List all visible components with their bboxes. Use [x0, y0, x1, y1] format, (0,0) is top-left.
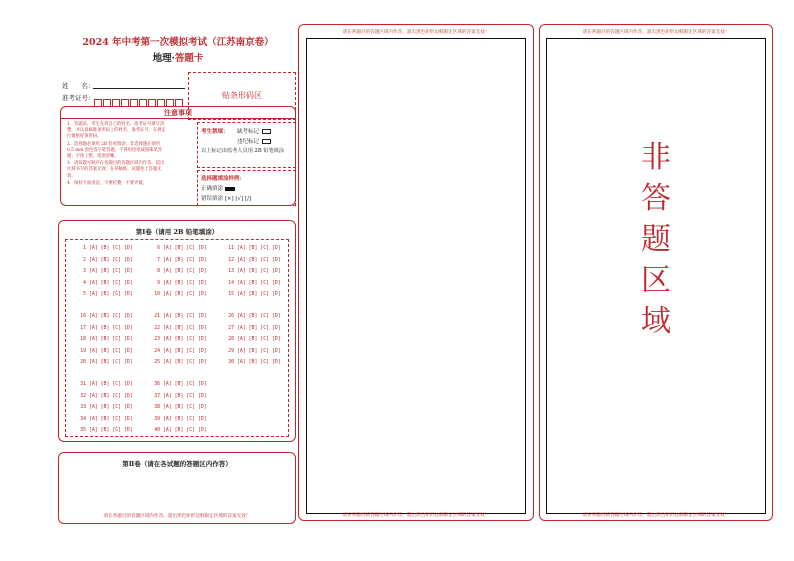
option-bubble[interactable]: [B] — [100, 337, 110, 342]
option-bubble[interactable]: [C] — [112, 348, 122, 354]
mcq-question-38 — [148, 405, 210, 410]
option-bubble[interactable]: [B] — [174, 405, 184, 410]
question-number: 15 — [228, 292, 234, 297]
option-bubble[interactable]: [A] — [89, 405, 98, 410]
option-bubble[interactable]: [B] — [248, 314, 258, 319]
option-bubble[interactable]: [B] — [100, 292, 110, 297]
non-answer-char: 区 — [641, 263, 671, 298]
name-label: 姓 名： — [62, 82, 95, 90]
option-bubble[interactable]: [D] — [272, 325, 281, 331]
barcode-label: 贴条形码区 — [222, 91, 262, 100]
question-number: 37 — [154, 393, 160, 399]
title-dot: · — [171, 53, 175, 64]
option-bubble[interactable]: [A] — [163, 246, 172, 251]
correct-fill — [201, 184, 235, 192]
question-number: 14 — [228, 280, 234, 286]
fill-sample-box — [197, 170, 296, 206]
option-bubble[interactable]: [B] — [100, 382, 110, 387]
option-bubble[interactable]: [C] — [112, 416, 122, 422]
option-bubble[interactable]: [D] — [272, 246, 281, 251]
option-bubble[interactable]: [C] — [186, 337, 196, 342]
option-bubble[interactable]: [C] — [260, 292, 270, 297]
option-bubble[interactable]: [A] — [163, 428, 172, 433]
part2-box — [58, 452, 296, 524]
option-bubble[interactable]: [D] — [198, 257, 207, 263]
option-bubble[interactable]: [A] — [163, 405, 172, 410]
option-bubble[interactable]: [C] — [260, 246, 270, 251]
mcq-question-33 — [74, 405, 136, 410]
option-bubble[interactable]: [B] — [248, 325, 258, 331]
part1-title: 第Ⅰ卷（请用 2B 铅笔填涂） — [135, 228, 219, 236]
non-answer-zone-label — [547, 140, 765, 339]
option-bubble[interactable]: [D] — [198, 416, 207, 422]
question-number: 13 — [228, 269, 234, 274]
option-bubble[interactable]: [A] — [163, 416, 172, 422]
mcq-question-39 — [148, 417, 210, 422]
option-bubble[interactable]: [A] — [237, 292, 246, 297]
question-number: 33 — [80, 405, 86, 410]
option-bubble[interactable]: [B] — [174, 314, 184, 319]
option-bubble[interactable]: [A] — [163, 360, 172, 365]
option-bubble[interactable]: [B] — [174, 428, 184, 433]
option-bubble[interactable]: [B] — [100, 325, 110, 331]
option-bubble[interactable]: [A] — [237, 360, 246, 365]
question-number: 35 — [80, 428, 86, 433]
question-number: 11 — [228, 246, 234, 251]
mcq-question-1 — [74, 246, 136, 251]
option-bubble[interactable]: [A] — [89, 428, 98, 433]
mcq-question-16 — [74, 314, 136, 319]
right-answer-frame — [546, 38, 766, 514]
option-bubble[interactable]: [A] — [163, 257, 172, 263]
notice-item: 2．选择题必须用 2B 铅笔填涂；非选择题必须用 0.5 mm 黑色签字笔答题，不得用铅笔或圆珠笔答题；字体工整、笔迹清晰。 — [67, 141, 163, 160]
option-bubble[interactable]: [D] — [272, 348, 281, 354]
mcq-question-32 — [74, 394, 136, 399]
mcq-question-34 — [74, 417, 136, 422]
option-bubble[interactable]: [D] — [198, 292, 207, 297]
option-bubble[interactable]: [B] — [248, 360, 258, 365]
mcq-question-28 — [222, 337, 284, 342]
mcq-question-20 — [74, 360, 136, 365]
option-bubble[interactable]: [A] — [163, 337, 172, 342]
question-number: 19 — [80, 348, 86, 354]
option-bubble[interactable]: [C] — [260, 360, 270, 365]
option-bubble[interactable]: [D] — [272, 257, 281, 263]
notice-title: 注意事项 — [60, 106, 296, 119]
mcq-question-22 — [148, 326, 210, 331]
absent-mark — [237, 127, 271, 135]
option-bubble[interactable]: [B] — [100, 428, 110, 433]
option-bubble[interactable]: [D] — [124, 393, 133, 399]
option-bubble[interactable]: [B] — [248, 269, 258, 274]
option-bubble[interactable]: [B] — [174, 257, 184, 263]
option-bubble[interactable]: [C] — [186, 416, 196, 422]
mcq-question-7 — [148, 258, 210, 263]
option-bubble[interactable]: [B] — [174, 269, 184, 274]
option-bubble[interactable]: [B] — [174, 337, 184, 342]
option-bubble[interactable]: [C] — [260, 325, 270, 331]
mcq-question-40 — [148, 428, 210, 433]
question-number: 21 — [154, 314, 160, 319]
question-number: 38 — [154, 405, 160, 410]
option-bubble[interactable]: [D] — [198, 393, 207, 399]
question-number: 26 — [228, 314, 234, 319]
option-bubble[interactable]: [D] — [124, 405, 133, 410]
question-number: 10 — [154, 292, 160, 297]
exam-title: 2024 年中考第一次模拟考试（江苏南京卷） — [82, 37, 274, 48]
option-bubble[interactable]: [C] — [186, 428, 196, 433]
option-bubble[interactable]: [B] — [174, 393, 184, 399]
question-number: 4 — [83, 280, 86, 286]
option-bubble[interactable]: [A] — [89, 325, 98, 331]
option-bubble[interactable]: [D] — [198, 269, 207, 274]
option-bubble[interactable]: [B] — [100, 393, 110, 399]
option-bubble[interactable]: [D] — [124, 280, 133, 286]
option-bubble[interactable]: [C] — [112, 325, 122, 331]
answer-area-middle[interactable] — [298, 24, 534, 521]
option-bubble[interactable]: [D] — [272, 337, 281, 342]
option-bubble[interactable]: [C] — [260, 348, 270, 354]
option-bubble[interactable]: [B] — [100, 280, 110, 286]
mcq-question-14 — [222, 281, 284, 286]
option-bubble[interactable]: [C] — [112, 393, 122, 399]
exam-status-box — [197, 122, 296, 168]
right-warning-top: 请在各题目的答题区域内作答，超出黑色矩形边框限定区域的答案无效！ — [582, 30, 730, 35]
mcq-question-30 — [222, 360, 284, 365]
mcq-question-24 — [148, 349, 210, 354]
option-bubble[interactable]: [A] — [237, 325, 246, 331]
option-bubble[interactable]: [D] — [198, 337, 207, 342]
wrong-fill — [201, 194, 251, 202]
exam-status-note: 以上标记由监考人员用 2B 铅笔填涂 — [201, 148, 285, 154]
option-bubble[interactable]: [C] — [260, 269, 270, 274]
option-bubble[interactable]: [C] — [112, 246, 122, 251]
question-number: 16 — [80, 314, 86, 319]
mcq-question-25 — [148, 360, 210, 365]
card-label: 答题卡 — [174, 53, 204, 64]
question-number: 8 — [157, 269, 160, 274]
option-bubble[interactable]: [C] — [186, 382, 196, 387]
option-bubble[interactable]: [A] — [237, 257, 246, 263]
subject-title — [58, 50, 298, 64]
exam-status-label: 考生禁填： — [201, 129, 229, 135]
option-bubble[interactable]: [B] — [248, 246, 258, 251]
option-bubble[interactable]: [C] — [112, 292, 122, 297]
answer-area-right — [539, 24, 773, 521]
option-bubble[interactable]: [A] — [163, 269, 172, 274]
option-bubble[interactable]: [A] — [237, 269, 246, 274]
option-bubble[interactable]: [C] — [112, 405, 122, 410]
option-bubble[interactable]: [B] — [100, 416, 110, 422]
middle-warning-bottom: 请在各题目的答题区域内作答，超出黑色矩形边框限定区域的答案无效！ — [342, 513, 490, 518]
violation-checkbox[interactable] — [262, 139, 271, 144]
option-bubble[interactable]: [B] — [100, 269, 110, 274]
option-bubble[interactable]: [D] — [124, 382, 133, 387]
part1-box — [58, 220, 296, 442]
absent-checkbox[interactable] — [262, 129, 271, 134]
mcq-question-21 — [148, 314, 210, 319]
option-bubble[interactable]: [B] — [100, 405, 110, 410]
question-number: 12 — [228, 257, 234, 263]
option-bubble[interactable]: [A] — [163, 280, 172, 286]
question-number: 32 — [80, 393, 86, 399]
option-bubble[interactable]: [D] — [124, 257, 133, 263]
option-bubble[interactable]: [D] — [272, 292, 281, 297]
question-number: 24 — [154, 348, 160, 354]
question-number: 29 — [228, 348, 234, 354]
option-bubble[interactable]: [D] — [124, 325, 133, 331]
question-number: 7 — [157, 257, 160, 263]
right-warning-bottom: 请在各题目的答题区域内作答，超出黑色矩形边框限定区域的答案无效！ — [582, 513, 730, 518]
option-bubble[interactable]: [C] — [260, 257, 270, 263]
notice-item: 1．答题前，考生先将自己的姓名、准考证号填写清楚，并认真核准条形码上的姓名、准考证号，在规定位置贴好条形码。 — [67, 122, 166, 140]
option-bubble[interactable]: [D] — [124, 246, 133, 251]
option-bubble[interactable]: [B] — [248, 280, 258, 286]
mcq-question-6 — [148, 246, 210, 251]
mcq-question-5 — [74, 292, 136, 297]
option-bubble[interactable]: [B] — [100, 360, 110, 365]
question-number: 27 — [228, 325, 234, 331]
option-bubble[interactable]: [C] — [186, 280, 196, 286]
option-bubble[interactable]: [B] — [174, 382, 184, 387]
question-number: 40 — [154, 428, 160, 433]
question-number: 30 — [228, 360, 234, 365]
question-number: 22 — [154, 325, 160, 331]
option-bubble[interactable]: [D] — [124, 314, 133, 319]
question-number: 36 — [154, 382, 160, 387]
notice-list — [67, 122, 167, 188]
question-number: 2 — [83, 257, 86, 263]
option-bubble[interactable]: [A] — [163, 348, 172, 354]
part2-warning: 请在各题目的答题区域内作答，超出黑色矩形边框限定区域的答案无效！ — [103, 514, 251, 519]
mcq-question-3 — [74, 269, 136, 274]
mcq-question-18 — [74, 337, 136, 342]
option-bubble[interactable]: [D] — [272, 280, 281, 286]
option-bubble[interactable]: [B] — [174, 292, 184, 297]
option-bubble[interactable]: [B] — [174, 416, 184, 422]
option-bubble[interactable]: [C] — [186, 314, 196, 319]
option-bubble[interactable]: [B] — [100, 314, 110, 319]
option-bubble[interactable]: [A] — [237, 314, 246, 319]
option-bubble[interactable]: [C] — [186, 257, 196, 263]
option-bubble[interactable]: [A] — [163, 325, 172, 331]
mcq-question-8 — [148, 269, 210, 274]
option-bubble[interactable]: [A] — [163, 292, 172, 297]
mcq-question-10 — [148, 292, 210, 297]
option-bubble[interactable]: [A] — [89, 360, 98, 365]
mcq-question-4 — [74, 281, 136, 286]
mcq-question-19 — [74, 349, 136, 354]
mcq-question-37 — [148, 394, 210, 399]
fill-sample-title: 选择题填涂样例： — [201, 176, 246, 182]
option-bubble[interactable]: [B] — [174, 325, 184, 331]
mcq-question-36 — [148, 382, 210, 387]
violation-mark — [237, 137, 271, 145]
option-bubble[interactable]: [D] — [198, 314, 207, 319]
non-answer-char: 题 — [641, 222, 671, 257]
non-answer-char: 答 — [641, 181, 671, 216]
filled-mark-icon — [225, 187, 235, 191]
notice-item: 4．保持卡面清洁，不要折叠、不要弄破。 — [67, 180, 148, 186]
middle-warning-top: 请在各题目的答题区域内作答，超出黑色矩形边框限定区域的答案无效！ — [342, 30, 490, 35]
option-bubble[interactable]: [D] — [124, 337, 133, 342]
option-bubble[interactable]: [A] — [89, 393, 98, 399]
option-bubble[interactable]: [D] — [124, 428, 133, 433]
mcq-grid — [65, 239, 289, 437]
option-bubble[interactable]: [D] — [198, 325, 207, 331]
option-bubble[interactable]: [A] — [89, 348, 98, 354]
option-bubble[interactable]: [A] — [89, 382, 98, 387]
option-bubble[interactable]: [C] — [186, 348, 196, 354]
notice-item: 3．请按题号顺序在各题目的答题区域内作答，超出区域书写的答案无效；在草稿纸、试题卷上答题无效。 — [67, 161, 165, 179]
option-bubble[interactable]: [C] — [112, 428, 122, 433]
option-bubble[interactable]: [D] — [272, 360, 281, 365]
option-bubble[interactable]: [C] — [112, 257, 122, 263]
option-bubble[interactable]: [D] — [198, 280, 207, 286]
option-bubble[interactable]: [C] — [112, 314, 122, 319]
option-bubble[interactable]: [D] — [198, 405, 207, 410]
option-bubble[interactable]: [A] — [237, 280, 246, 286]
option-bubble[interactable]: [B] — [100, 257, 110, 263]
option-bubble[interactable]: [A] — [237, 337, 246, 342]
option-bubble[interactable]: [D] — [124, 292, 133, 297]
option-bubble[interactable]: [D] — [198, 360, 207, 365]
mcq-question-29 — [222, 349, 284, 354]
mcq-question-23 — [148, 337, 210, 342]
mcq-question-15 — [222, 292, 284, 297]
option-bubble[interactable]: [A] — [163, 314, 172, 319]
question-number: 28 — [228, 337, 234, 342]
option-bubble[interactable]: [A] — [163, 382, 172, 387]
mcq-question-12 — [222, 258, 284, 263]
mcq-question-17 — [74, 326, 136, 331]
question-number: 31 — [80, 382, 86, 387]
option-bubble[interactable]: [B] — [174, 360, 184, 365]
option-bubble[interactable]: [D] — [124, 348, 133, 354]
question-number: 20 — [80, 360, 86, 365]
mcq-question-26 — [222, 314, 284, 319]
option-bubble[interactable]: [D] — [124, 360, 133, 365]
option-bubble[interactable]: [A] — [237, 348, 246, 354]
wrong-fill-marks: [×] [√] [/] — [224, 196, 252, 202]
option-bubble[interactable]: [D] — [124, 416, 133, 422]
wrong-fill-label: 错误填涂 — [201, 196, 224, 202]
name-line[interactable] — [93, 88, 185, 89]
option-bubble[interactable]: [C] — [186, 405, 196, 410]
question-number: 25 — [154, 360, 160, 365]
option-bubble[interactable]: [C] — [260, 314, 270, 319]
option-bubble[interactable]: [A] — [89, 416, 98, 422]
option-bubble[interactable]: [D] — [198, 382, 207, 387]
mcq-question-2 — [74, 258, 136, 263]
option-bubble[interactable]: [A] — [237, 246, 246, 251]
option-bubble[interactable]: [B] — [174, 246, 184, 251]
option-bubble[interactable]: [C] — [112, 360, 122, 365]
non-answer-char: 域 — [641, 304, 671, 339]
option-bubble[interactable]: [C] — [186, 246, 196, 251]
option-bubble[interactable]: [B] — [248, 292, 258, 297]
mcq-question-27 — [222, 326, 284, 331]
option-bubble[interactable]: [C] — [260, 337, 270, 342]
option-bubble[interactable]: [C] — [186, 292, 196, 297]
non-answer-char: 非 — [641, 140, 671, 175]
option-bubble[interactable]: [D] — [198, 348, 207, 354]
option-bubble[interactable]: [C] — [186, 269, 196, 274]
option-bubble[interactable]: [C] — [112, 280, 122, 286]
question-number: 3 — [83, 269, 86, 274]
question-number: 9 — [157, 280, 160, 286]
option-bubble[interactable]: [B] — [174, 280, 184, 286]
question-number: 39 — [154, 416, 160, 422]
mcq-question-13 — [222, 269, 284, 274]
option-bubble[interactable]: [D] — [272, 269, 281, 274]
option-bubble[interactable]: [A] — [89, 292, 98, 297]
option-bubble[interactable]: [C] — [260, 280, 270, 286]
option-bubble[interactable]: [D] — [198, 246, 207, 251]
option-bubble[interactable]: [A] — [163, 393, 172, 399]
option-bubble[interactable]: [B] — [248, 348, 258, 354]
part2-title: 第Ⅱ卷（请在各试题的答题区内作答） — [122, 460, 232, 468]
option-bubble[interactable]: [A] — [89, 246, 98, 251]
option-bubble[interactable]: [B] — [174, 348, 184, 354]
question-number: 17 — [80, 325, 86, 331]
absent-label: 缺考标记 — [237, 129, 260, 135]
mcq-question-11 — [222, 246, 284, 251]
option-bubble[interactable]: [D] — [124, 269, 133, 274]
option-bubble[interactable]: [A] — [89, 280, 98, 286]
question-number: 23 — [154, 337, 160, 342]
subject-name: 地理 — [152, 53, 172, 64]
option-bubble[interactable]: [C] — [112, 269, 122, 274]
mcq-question-31 — [74, 382, 136, 387]
option-bubble[interactable]: [B] — [100, 348, 110, 354]
correct-fill-label: 正确填涂 — [201, 186, 224, 192]
middle-answer-frame[interactable] — [306, 38, 526, 514]
option-bubble[interactable]: [C] — [186, 325, 196, 331]
option-bubble[interactable]: [C] — [186, 393, 196, 399]
option-bubble[interactable]: [B] — [248, 257, 258, 263]
id-label: 准考证号： — [62, 94, 95, 102]
mcq-question-35 — [74, 428, 136, 433]
option-bubble[interactable]: [A] — [89, 314, 98, 319]
option-bubble[interactable]: [A] — [89, 257, 98, 263]
option-bubble[interactable]: [A] — [89, 337, 98, 342]
option-bubble[interactable]: [C] — [112, 337, 122, 342]
option-bubble[interactable]: [D] — [272, 314, 281, 319]
question-number: 1 — [83, 246, 86, 251]
option-bubble[interactable]: [B] — [248, 337, 258, 342]
option-bubble[interactable]: [B] — [100, 246, 110, 251]
question-number: 34 — [80, 416, 86, 422]
violation-label: 违纪标记 — [237, 139, 260, 145]
question-number: 5 — [83, 292, 86, 297]
question-number: 6 — [157, 246, 160, 251]
option-bubble[interactable]: [A] — [89, 269, 98, 274]
question-number: 18 — [80, 337, 86, 342]
option-bubble[interactable]: [C] — [112, 382, 122, 387]
option-bubble[interactable]: [D] — [198, 428, 207, 433]
mcq-question-9 — [148, 281, 210, 286]
option-bubble[interactable]: [C] — [186, 360, 196, 365]
